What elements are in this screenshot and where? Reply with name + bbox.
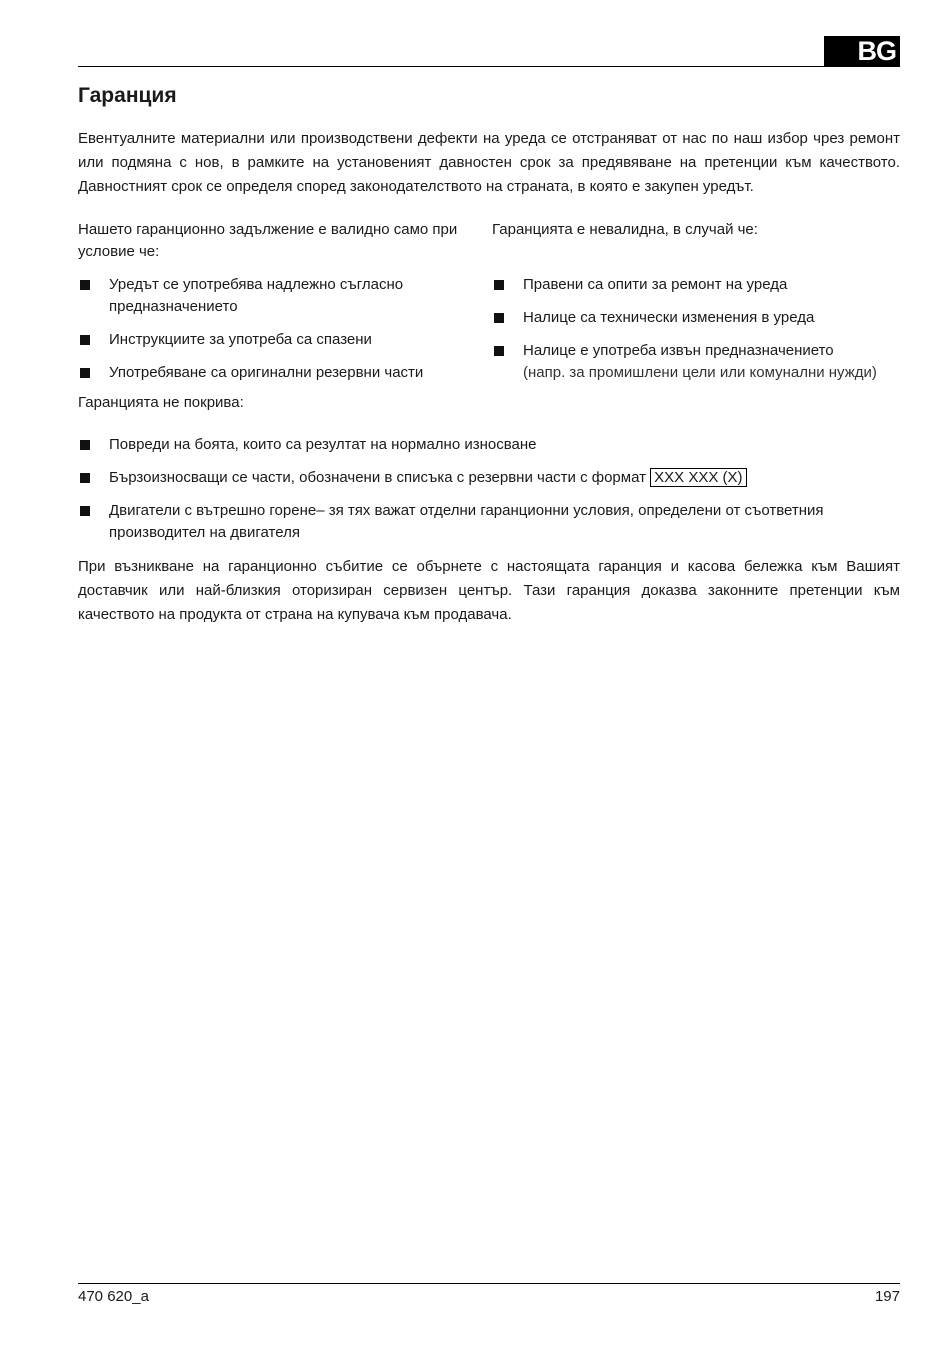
bullet-square-icon xyxy=(80,280,90,290)
page-number: 197 xyxy=(874,1288,900,1305)
format-code-box: XXX XXX (X) xyxy=(650,468,746,487)
closing-paragraph: При възникване на гаранционно събитие се обърнете с настоящата гаранция и касова бележка към Вашият доставчик или най-близкия оторизиран сервизен център. Тази гаранция доказва законните претенции към качеството на продукта от страна на купувача към продавача. xyxy=(78,558,900,623)
valid-list xyxy=(78,274,468,384)
header-rule xyxy=(78,66,824,67)
bullet-square-icon xyxy=(494,346,504,356)
language-badge: BG xyxy=(824,36,900,67)
bullet-square-icon xyxy=(80,506,90,516)
list-item: Налице е употреба извън предназначението (напр. за промишлени цели или комунални нужди) xyxy=(492,340,900,384)
bullet-square-icon xyxy=(494,313,504,323)
list-item: Бързоизносващи се части, обозначени в списъка с резервни части с формат XXX XXX (X) xyxy=(78,467,900,489)
bullet-square-icon xyxy=(80,440,90,450)
page-title: Гаранция xyxy=(78,84,177,107)
valid-heading: Нашето гаранционно задължение е валидно само при условие че: xyxy=(78,221,458,260)
not-covered-heading: Гаранцията не покрива: xyxy=(78,394,244,411)
document-number: 470 620_a xyxy=(78,1288,149,1305)
intro-paragraph: Евентуалните материални или производствени дефекти на уреда се отстраняват от нас по наш избор чрез ремонт или подмяна с нов, в рамките на установеният давностен срок за предявяване на претенции към качеството. Давностният срок се определя според законодателството на страната, в която е закупен уредът. xyxy=(78,130,900,195)
bullet-square-icon xyxy=(80,368,90,378)
bullet-square-icon xyxy=(494,280,504,290)
list-item: Уредът се употребява надлежно съгласно предназначението xyxy=(78,274,468,318)
bullet-square-icon xyxy=(80,473,90,483)
not-covered-list xyxy=(78,434,900,544)
list-item: Налице са технически изменения в уреда xyxy=(492,307,900,329)
list-item: Инструкциите за употреба са спазени xyxy=(78,329,468,351)
invalid-list xyxy=(492,274,900,384)
list-item: Двигатели с вътрешно горене– зя тях важат отделни гаранционни условия, определени от съответния производител на двигателя xyxy=(78,500,900,544)
list-item: Употребяване са оригинални резервни части xyxy=(78,362,468,384)
list-item: Повреди на боята, които са резултат на нормално износване xyxy=(78,434,900,456)
invalid-heading: Гаранцията е невалидна, в случай че: xyxy=(492,221,758,238)
bullet-square-icon xyxy=(80,335,90,345)
usage-note: (напр. за промишлени цели или комунални нужди) xyxy=(523,364,877,381)
footer-rule xyxy=(78,1283,900,1284)
list-item: Правени са опити за ремонт на уреда xyxy=(492,274,900,296)
